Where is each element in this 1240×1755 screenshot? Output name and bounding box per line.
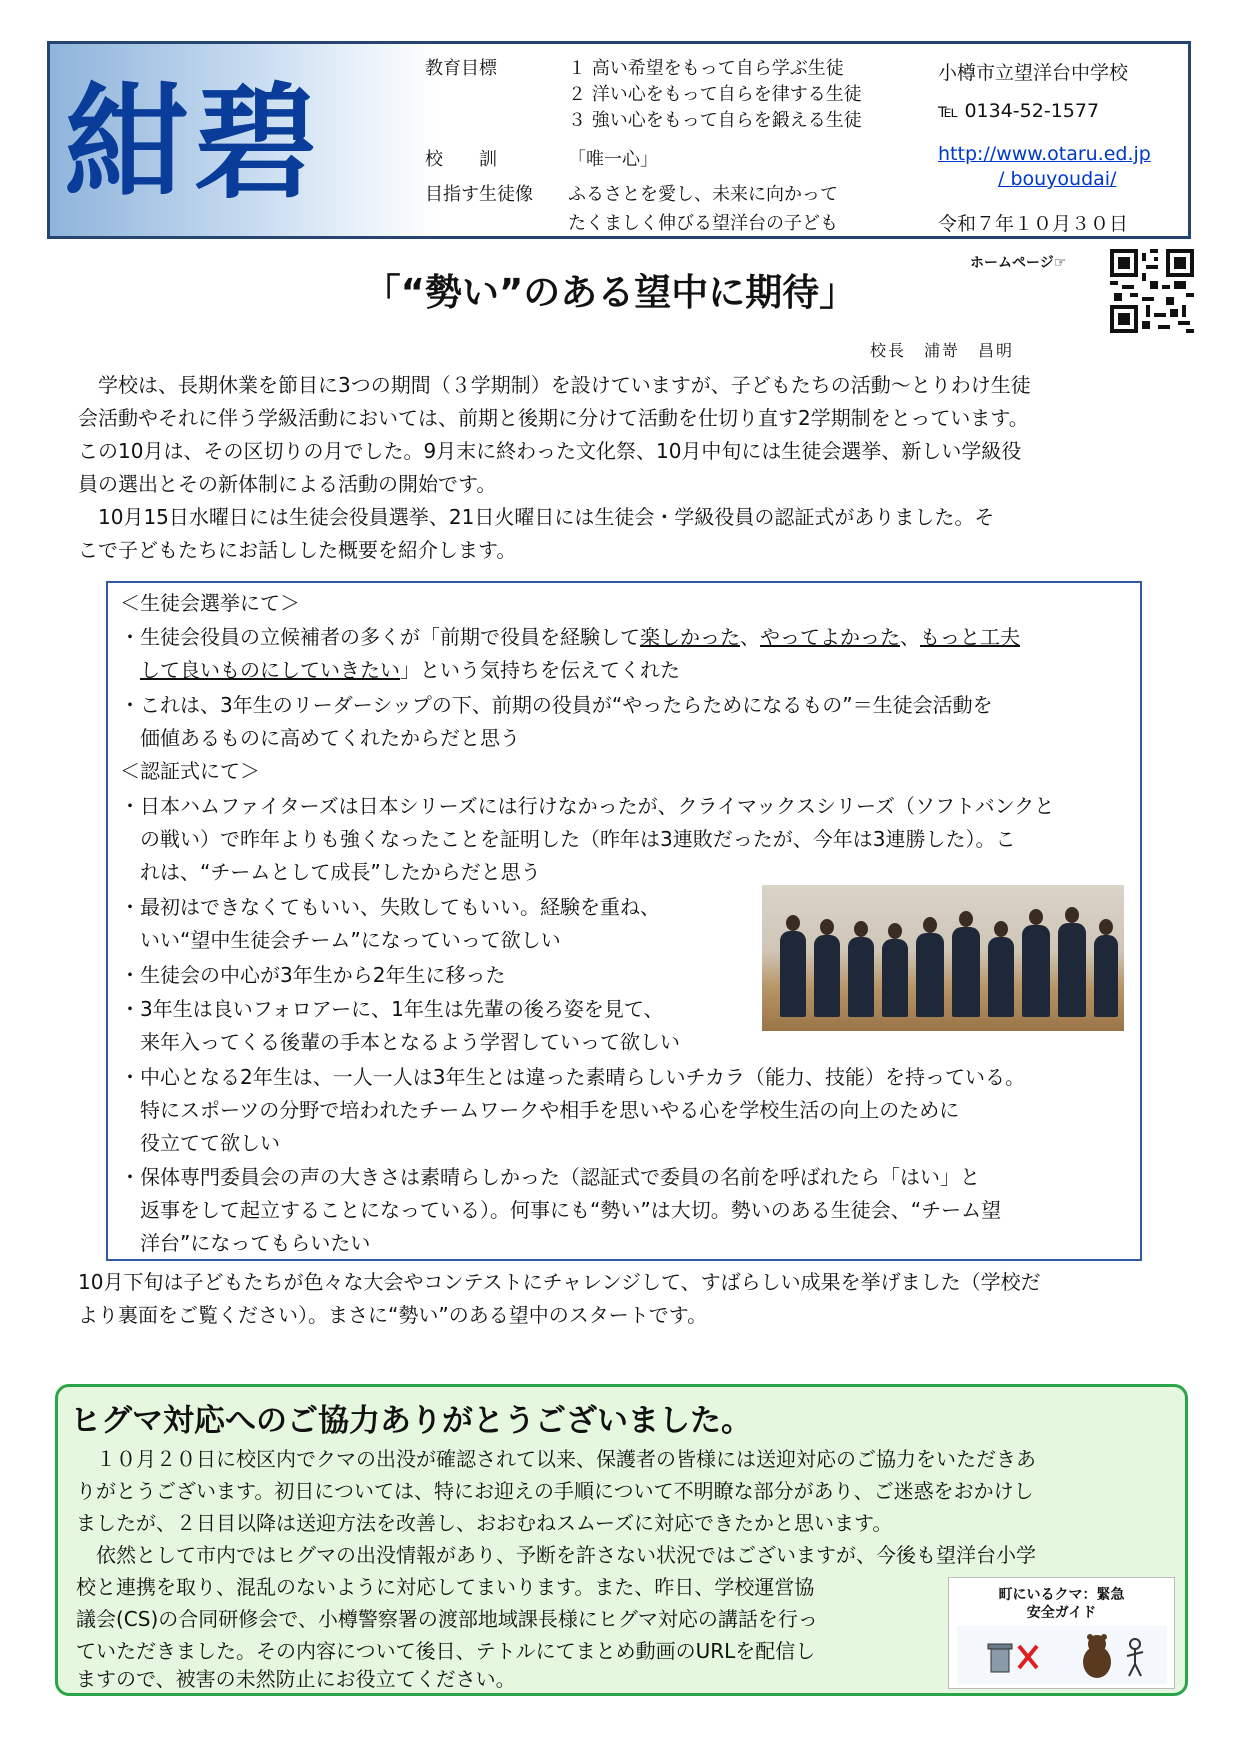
bullet-line: ・3年生は良いフォロアーに、1年生は先輩の後ろ姿を見て、 bbox=[120, 997, 664, 1021]
school-url-line-1[interactable]: http://www.otaru.ed.jp bbox=[938, 143, 1151, 165]
bullet-line: いい“望中生徒会チーム”になっていって欲しい bbox=[120, 928, 561, 952]
student-figure bbox=[1058, 923, 1086, 1017]
bullet-line: ・最初はできなくてもいい、失敗してもいい。経験を重ね、 bbox=[120, 895, 660, 919]
closing-line: 10月下旬は子どもたちが色々な大会やコンテストにチャレンジして、すばらしい成果を挙げました（学校だ bbox=[78, 1270, 1041, 1294]
intro-line: 10月15日水曜日には生徒会役員選挙、21日火曜日には生徒会・学級役員の認証式がありました。そ bbox=[78, 505, 995, 529]
bullet-line: 来年入ってくる後輩の手本となるよう学習していって欲しい bbox=[120, 1030, 680, 1054]
bullet-line: 役立てて欲しい bbox=[120, 1131, 280, 1155]
school-tel: ℡ 0134-52-1577 bbox=[938, 100, 1100, 122]
bullet-text: 、 bbox=[740, 625, 760, 649]
underlined-phrase: して良いものにしていきたい bbox=[140, 658, 400, 682]
bullet-line: 価値あるものに高めてくれたからだと思う bbox=[120, 726, 520, 750]
student-figure bbox=[952, 927, 980, 1017]
intro-line: 学校は、長期休業を節目に3つの期間（３学期制）を設けていますが、子どもたちの活動～とりわけ生徒 bbox=[78, 373, 1031, 397]
article-headline: 「“勢い”のある望中に期待」 bbox=[363, 271, 857, 314]
bear-safety-guide-card[interactable] bbox=[948, 1577, 1175, 1689]
qr-code-icon[interactable] bbox=[1110, 249, 1194, 333]
student-figure bbox=[1094, 935, 1118, 1017]
bullet-line: の戦い）で昨年よりも強くなったことを証明した（昨年は3連敗だったが、今年は3連勝した）。こ bbox=[120, 827, 1016, 851]
bear-notice-line: りがとうございます。初日については、特にお迎えの手順について不明瞭な部分があり、ご迷惑をおかけし bbox=[76, 1479, 1034, 1503]
student-figure bbox=[780, 931, 806, 1017]
issue-date: 令和７年１０月３０日 bbox=[938, 213, 1129, 235]
underlined-phrase: やってよかった bbox=[760, 625, 900, 649]
bullet-line: ・日本ハムファイターズは日本シリーズには行けなかったが、クライマックスシリーズ（ソフトバンクと bbox=[120, 794, 1055, 818]
goal-item-3: ３ 強い心をもって自らを鍛える生徒 bbox=[568, 110, 862, 131]
student-council-photo bbox=[762, 885, 1124, 1031]
closing-line: より裏面をご覧ください）。まさに“勢い”のある望中のスタートです。 bbox=[78, 1303, 708, 1327]
guide-title bbox=[949, 1586, 1174, 1622]
bullet-text: 」という気持ちを伝えてくれた bbox=[400, 658, 680, 682]
bear-notice-box bbox=[55, 1384, 1188, 1696]
ideal-line-1: ふるさとを愛し、未来に向かって bbox=[568, 184, 838, 205]
bullet-line bbox=[140, 654, 680, 687]
student-figure bbox=[916, 933, 944, 1017]
underlined-phrase: もっと工夫 bbox=[920, 625, 1020, 649]
bullet-line: 返事をして起立することになっている）。何事にも“勢い”は大切。勢いのある生徒会、“チーム望 bbox=[120, 1198, 1002, 1222]
student-figure bbox=[848, 937, 874, 1017]
student-figure bbox=[882, 939, 908, 1017]
newsletter-title: 紺碧 bbox=[64, 72, 325, 216]
motto-label: 校 訓 bbox=[425, 149, 497, 170]
student-figure bbox=[988, 937, 1014, 1017]
intro-line: 会活動やそれに伴う学級活動においては、前期と後期に分けて活動を仕切り直す2学期制をとっています。 bbox=[78, 406, 1029, 430]
intro-paragraph bbox=[78, 369, 1168, 567]
intro-line: 員の選出とその新体制による活動の開始です。 bbox=[78, 472, 497, 496]
intro-line: この10月は、その区切りの月でした。9月末に終わった文化祭、10月中旬には生徒会選挙、新しい学級役 bbox=[78, 439, 1022, 463]
masthead bbox=[47, 41, 1191, 239]
bear-notice-line: １０月２０日に校区内でクマの出没が確認されて以来、保護者の皆様には送迎対応のご協力をいただきあ bbox=[76, 1447, 1036, 1471]
student-figure bbox=[1022, 925, 1050, 1017]
homepage-label: ホームページ☞ bbox=[970, 255, 1067, 271]
bear-notice-line: 議会(CS)の合同研修会で、小樽警察署の渡部地域課長様にヒグマ対応の講話を行っ bbox=[76, 1607, 818, 1631]
school-url-line-2[interactable]: / bouyoudai/ bbox=[998, 168, 1117, 190]
bear-notice-line: ますので、被害の未然防止にお役立てください。 bbox=[76, 1667, 516, 1691]
goal-item-1: １ 高い希望をもって自ら学ぶ生徒 bbox=[568, 58, 844, 79]
bullet-line: 洋台”になってもらいたい bbox=[120, 1231, 371, 1255]
motto-text: 「唯一心」 bbox=[568, 149, 658, 170]
school-name: 小樽市立望洋台中学校 bbox=[938, 62, 1129, 84]
ideal-line-2: たくましく伸びる望洋台の子ども bbox=[568, 213, 838, 234]
bear-notice-line: 依然として市内ではヒグマの出没情報があり、予断を許さない状況ではございますが、今後も望洋台小学 bbox=[76, 1543, 1036, 1567]
student-figure bbox=[814, 935, 840, 1017]
bullet-line: ・生徒会の中心が3年生から2年生に移った bbox=[120, 963, 506, 987]
bear-notice-title: ヒグマ対応へのご協力ありがとうございました。 bbox=[70, 1403, 752, 1439]
closing-paragraph bbox=[78, 1266, 1168, 1332]
guide-title-line: 町にいるクマ：緊急 bbox=[998, 1587, 1125, 1603]
goals-label: 教育目標 bbox=[425, 58, 497, 79]
bullet-line: ・中心となる2年生は、一人一人は3年生とは違った素晴らしいチカラ（能力、技能）を持っている。 bbox=[120, 1065, 1026, 1089]
bullet-line bbox=[120, 621, 1020, 654]
bear-notice-line: ましたが、２日目以降は送迎方法を改善し、おおむねスムーズに対応できたかと思います。 bbox=[76, 1511, 893, 1535]
bear-guide-illustration-icon bbox=[957, 1626, 1167, 1684]
intro-line: こで子どもたちにお話しした概要を紹介します。 bbox=[78, 538, 517, 562]
principal-name: 校長 浦嵜 昌明 bbox=[870, 341, 1015, 360]
section-heading-election: ＜生徒会選挙にて＞ bbox=[120, 591, 300, 615]
ideal-label: 目指す生徒像 bbox=[425, 184, 533, 205]
section-heading-ceremony: ＜認証式にて＞ bbox=[120, 759, 260, 783]
bullet-line: ・これは、3年生のリーダーシップの下、前期の役員が“やったらためになるもの”＝生徒会活動を bbox=[120, 693, 993, 717]
bullet-text: 、 bbox=[900, 625, 920, 649]
bear-notice-line: 校と連携を取り、混乱のないように対応してまいります。また、昨日、学校運営協 bbox=[76, 1575, 815, 1599]
bullet-line: ・保体専門委員会の声の大きさは素晴らしかった（認証式で委員の名前を呼ばれたら「はい」と bbox=[120, 1165, 980, 1189]
underlined-phrase: 楽しかった bbox=[640, 625, 740, 649]
bullet-text: ・生徒会役員の立候補者の多くが「前期で役員を経験して bbox=[120, 625, 640, 649]
bullet-line: れは、“チームとして成長”したからだと思う bbox=[120, 860, 541, 884]
bear-notice-line: ていただきました。その内容について後日、テトルにてまとめ動画のURLを配信し bbox=[76, 1639, 816, 1663]
bullet-line: 特にスポーツの分野で培われたチームワークや相手を思いやる心を学校生活の向上のために bbox=[120, 1098, 960, 1122]
goal-item-2: ２ 洋い心をもって自らを律する生徒 bbox=[568, 84, 862, 105]
guide-title-line: 安全ガイド bbox=[1026, 1605, 1097, 1621]
